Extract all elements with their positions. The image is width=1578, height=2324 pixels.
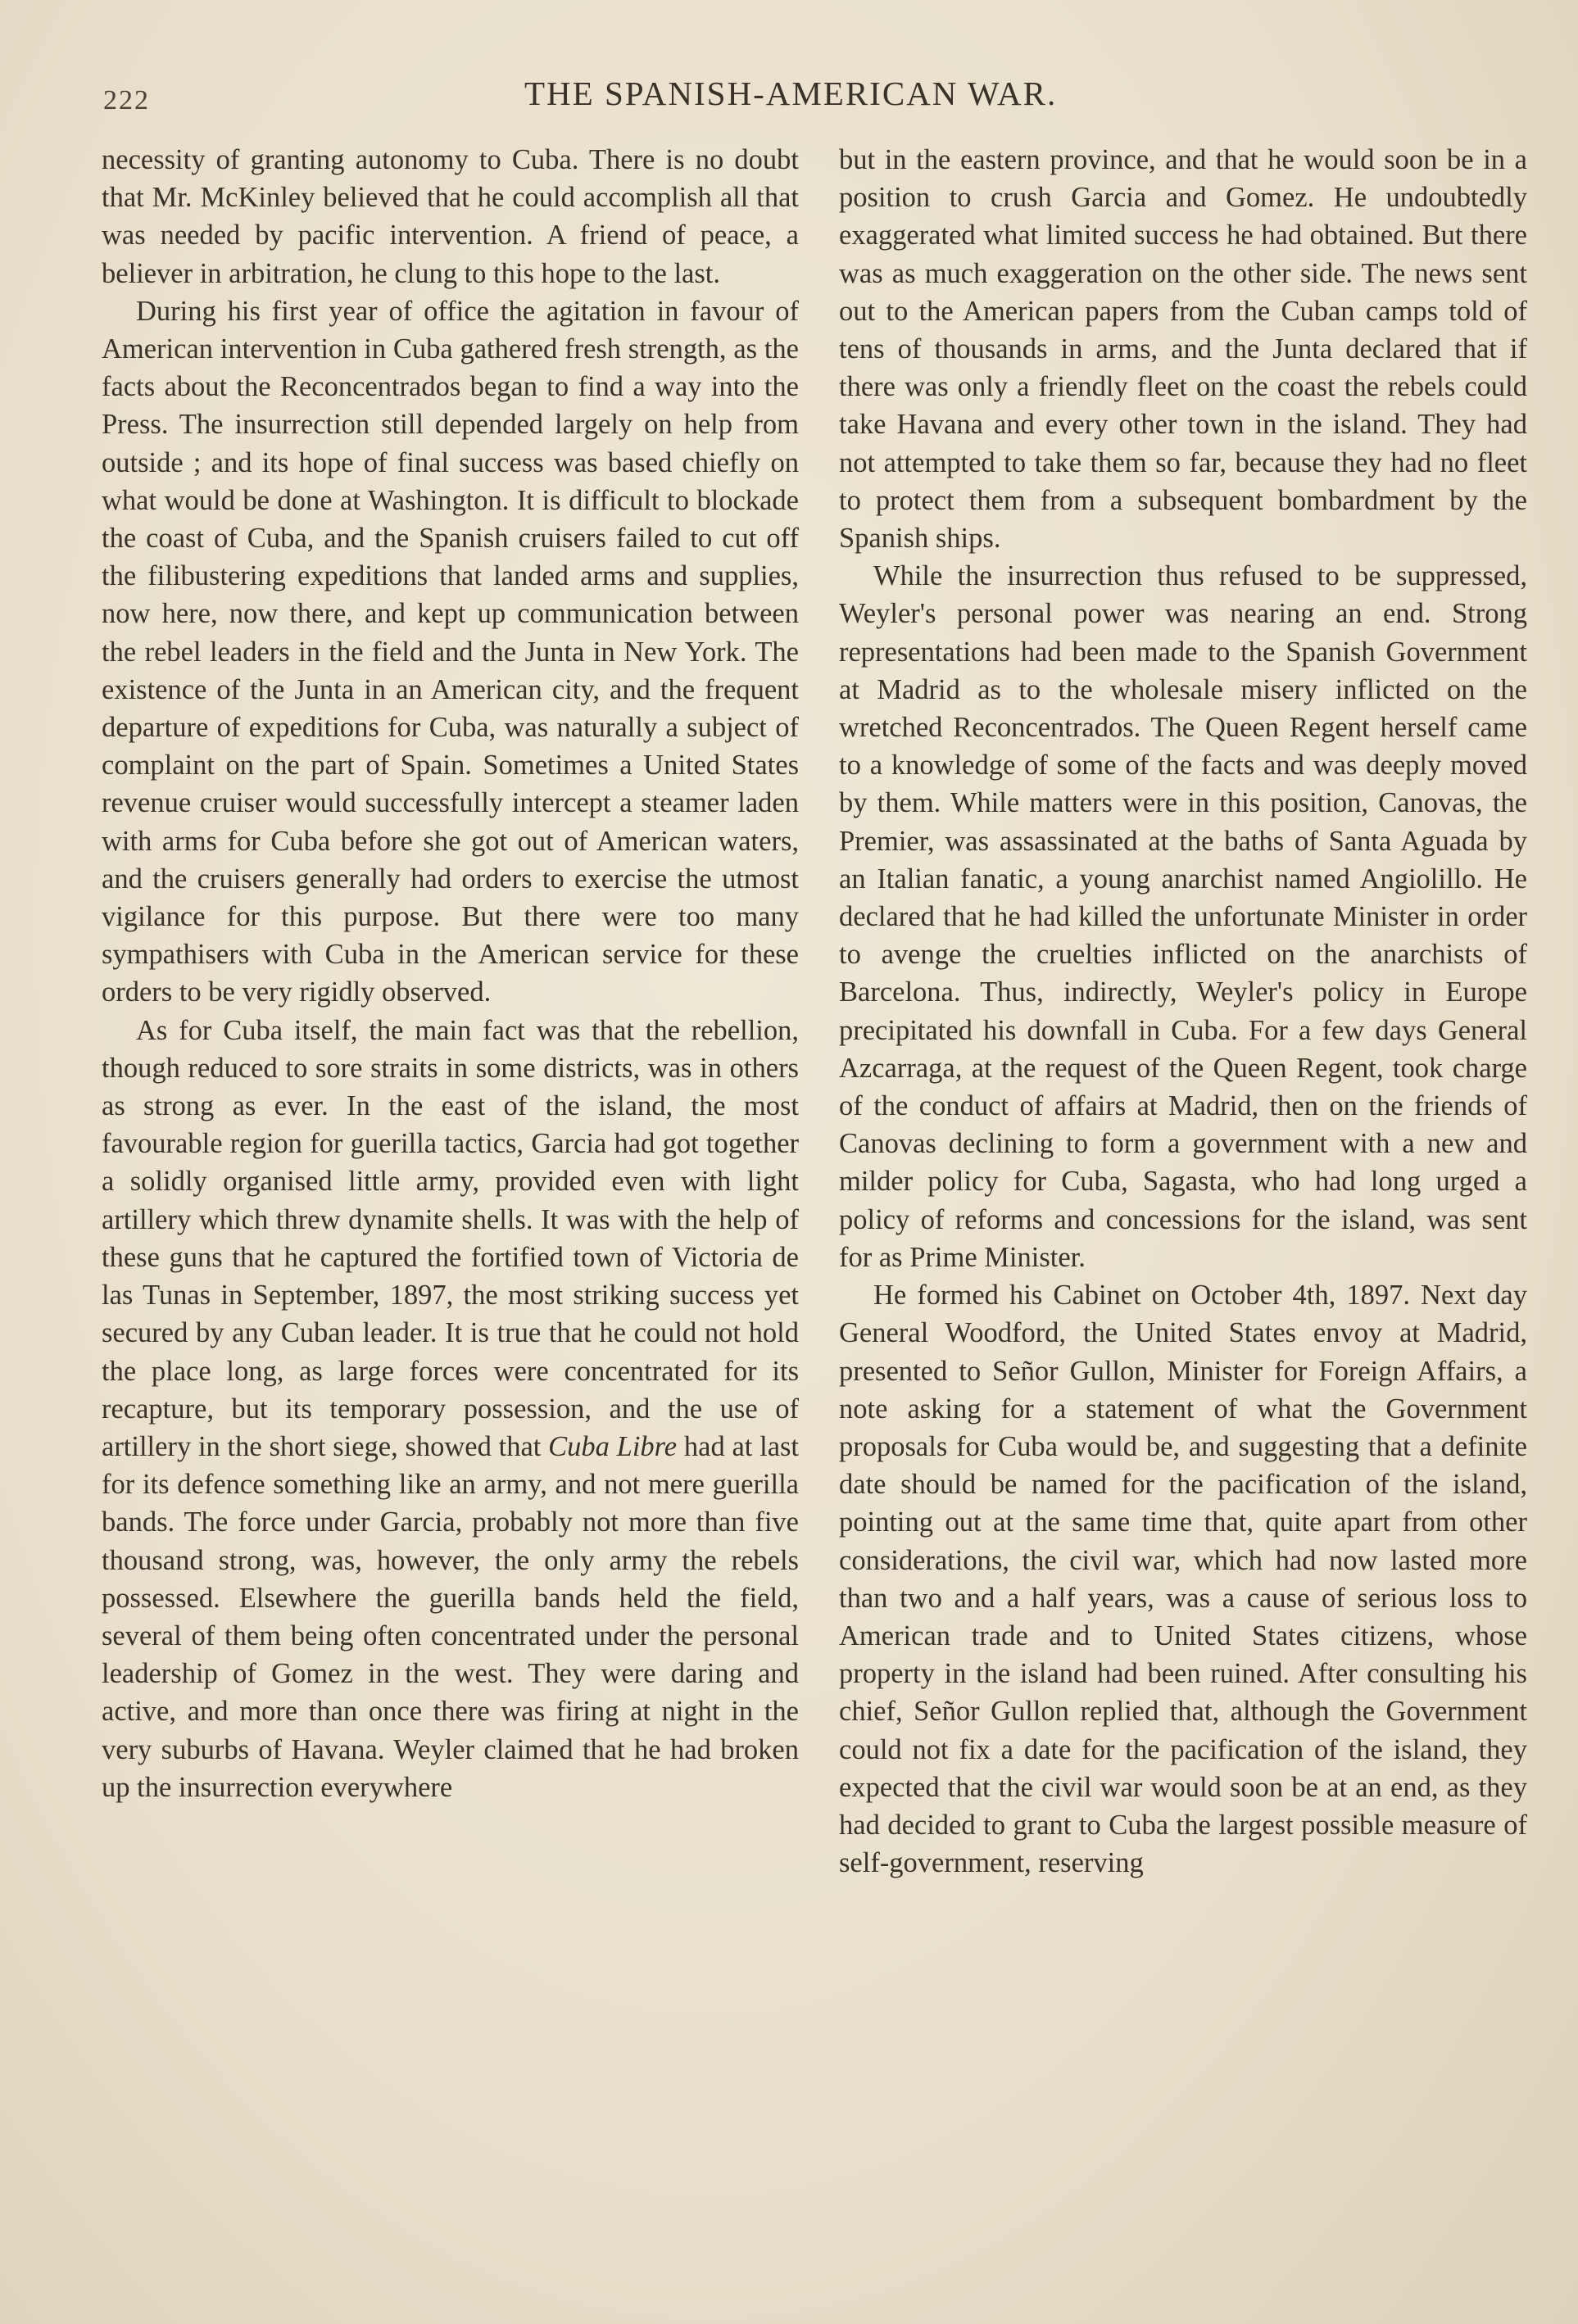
- paragraph-text: As for Cuba itself, the main fact was that the rebellion, though reduced to sore straits in some districts, was in others as strong as ever. In the east of the island, the most favourable region for guerilla tactics, Garcia had got together a solidly organised little army, provided even with light artillery which threw dynamite shells. It was with the help of these guns that he captured the fortified town of Victoria de las Tunas in September, 1897, the most striking success yet secured by any Cuban leader. It is true that he could not hold the place long, as large forces were concentrated for its recapture, but its temporary possession, and the use of artillery in the short siege, showed that: [102, 1014, 799, 1462]
- paragraph: While the insurrection thus refused to be suppressed, Weyler's personal power was nearing an end. Strong representations had been made to the Spanish Government at Madrid as to the wholesale misery inflicted on the wretched Reconcentrados. The Queen Regent herself came to a knowledge of some of the facts and was deeply moved by them. While matters were in this position, Canovas, the Premier, was assassinated at the baths of Santa Aguada by an Italian fanatic, a young anarchist named Angiolillo. He declared that he had killed the unfortunate Minister in order to avenge the cruelties inflicted on the anarchists of Barcelona. Thus, indirectly, Weyler's policy in Europe precipitated his downfall in Cuba. For a few days General Azcarraga, at the request of the Queen Regent, took charge of the conduct of affairs at Madrid, then on the friends of Canovas declining to form a government with a new and milder policy for Cuba, Sagasta, who had long urged a policy of reforms and concessions for the island, was sent for as Prime Minister.: [839, 560, 1527, 1273]
- left-column: [102, 141, 799, 1806]
- paragraph: [102, 1012, 799, 1806]
- paragraph: During his first year of office the agitation in favour of American intervention in Cuba gathered fresh strength, as the facts about the Reconcentrados began to find a way into the Press. The insurrection still depended largely on help from outside ; and its hope of final success was based chiefly on what would be done at Washington. It is difficult to blockade the coast of Cuba, and the Spanish cruisers failed to cut off the filibustering expeditions that landed arms and supplies, now here, now there, and kept up communication between the rebel leaders in the field and the Junta in New York. The existence of the Junta in an American city, and the frequent departure of expeditions for Cuba, was naturally a subject of complaint on the part of Spain. Sometimes a United States revenue cruiser would successfully intercept a steamer laden with arms for Cuba before she got out of American waters, and the cruisers generally had orders to exercise the utmost vigilance for this purpose. But there were too many sympathisers with Cuba in the American service for these orders to be very rigidly observed.: [102, 295, 799, 1008]
- running-head: THE SPANISH-AMERICAN WAR.: [524, 75, 1058, 112]
- paragraph: He formed his Cabinet on October 4th, 1897. Next day General Woodford, the United States envoy at Madrid, presented to Señor Gullon, Minister for Foreign Affairs, a note asking for a statement of what the Government proposals for Cuba would be, and suggesting that a definite date should be named for the pacification of the island, pointing out at the same time that, quite apart from other considerations, the civil war, which had now lasted more than two and a half years, was a cause of serious loss to American trade and to United States citizens, whose property in the island had been ruined. After consulting his chief, Señor Gullon replied that, although the Government could not fix a date for the pacification of the island, they expected that the civil war would soon be at an end, as they had decided to grant to Cuba the largest possible measure of self-government, reserving: [839, 1280, 1527, 1879]
- paragraph: but in the eastern province, and that he would soon be in a position to crush Garcia and Gomez. He undoubtedly exaggerated what limited success he had obtained. But there was as much exaggeration on the other side. The news sent out to the American papers from the Cuban camps told of tens of thousands in arms, and the Junta declared that if there was only a friendly fleet on the coast the rebels could take Havana and every other town in the island. They had not attempted to take them so far, because they had no fleet to protect them from a subsequent bombardment by the Spanish ships.: [839, 144, 1527, 555]
- paragraph-text: had at last for its defence something like an army, and not mere guerilla bands. The force under Garcia, probably not more than five thousand strong, was, however, the only army the rebels possessed. Elsewhere the guerilla bands held the field, several of them being often concentrated under the personal leadership of Gomez in the west. They were daring and active, and more than once there was firing at night in the very suburbs of Havana. Weyler claimed that he had broken up the insurrection everywhere: [102, 1430, 800, 1803]
- paragraph: necessity of granting autonomy to Cuba. There is no doubt that Mr. McKinley believed that he could accomplish all that was needed by pacific intervention. A friend of peace, a believer in arbitration, he clung to this hope to the last.: [102, 144, 799, 289]
- right-column: [839, 141, 1527, 1882]
- italic-phrase: Cuba Libre: [548, 1430, 678, 1462]
- page-header: [0, 69, 1578, 118]
- page-number: 222: [103, 85, 150, 116]
